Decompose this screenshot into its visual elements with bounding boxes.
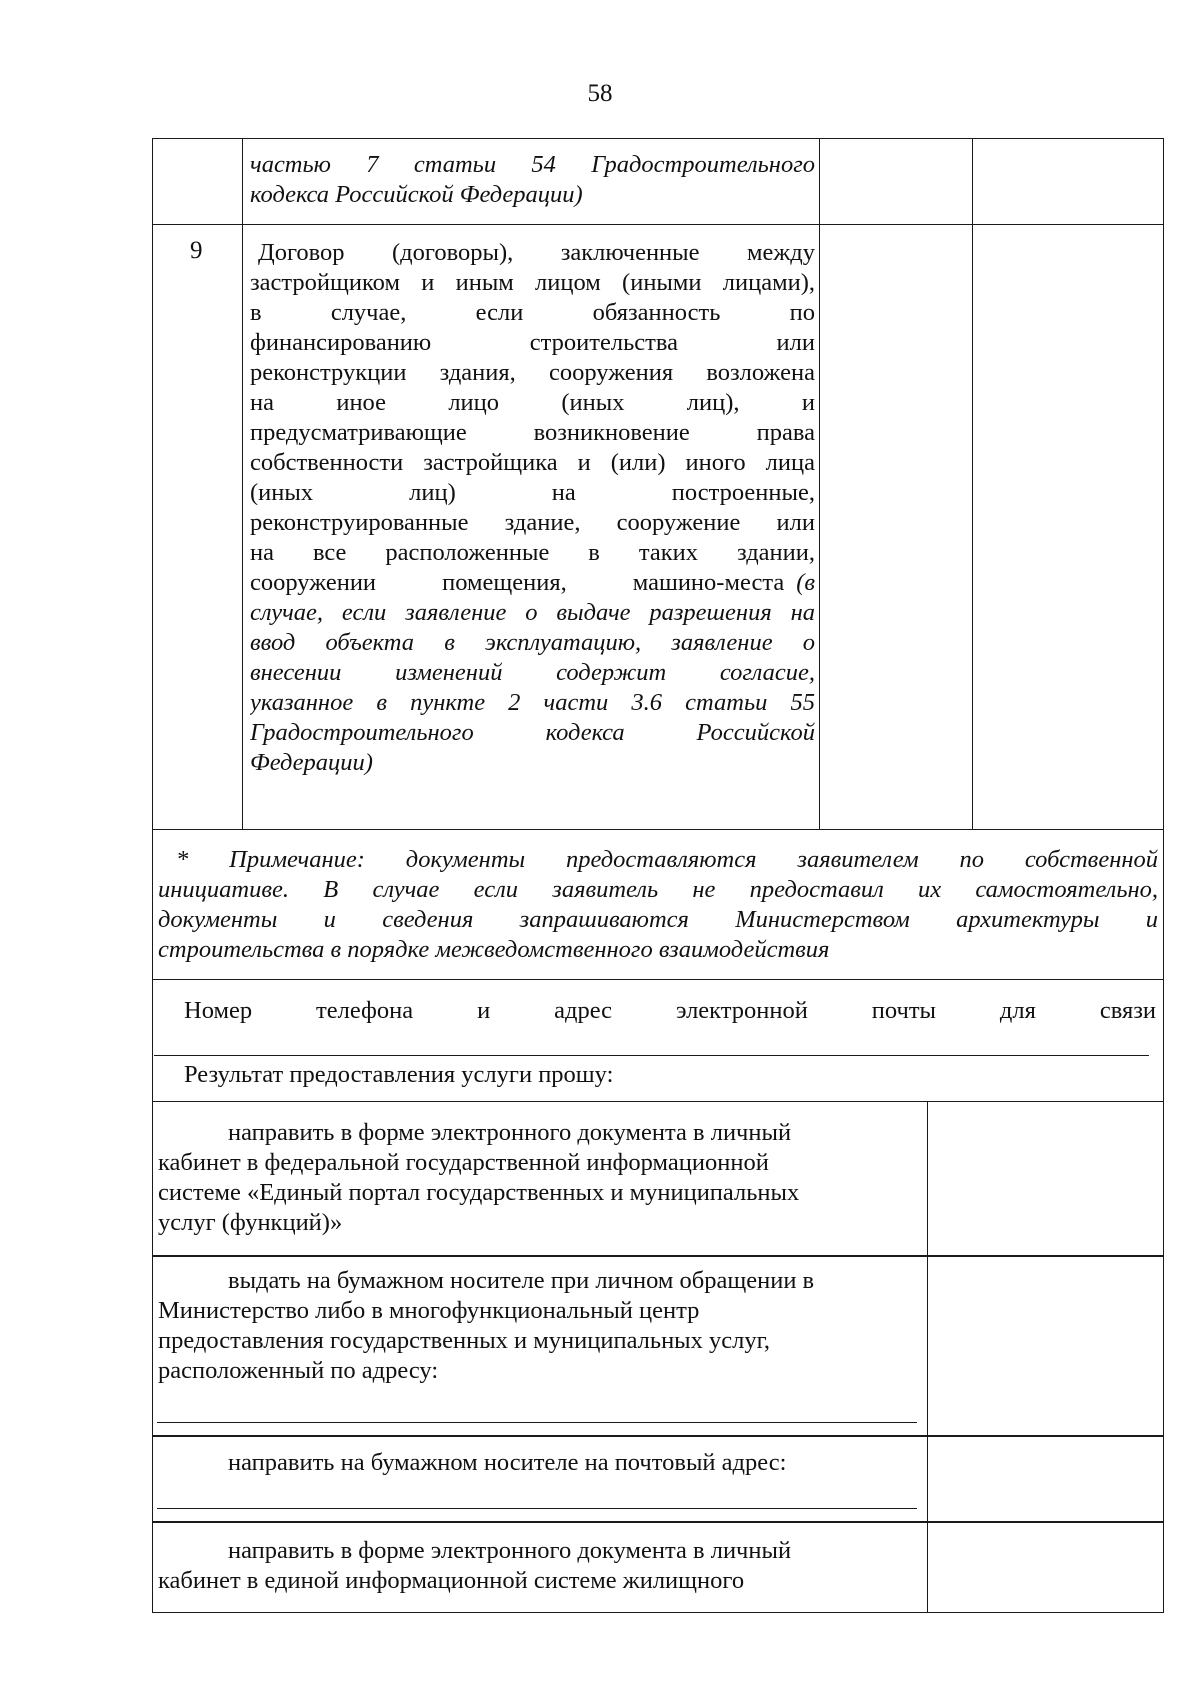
- text-line: финансированию строительства или: [250, 329, 815, 356]
- text-line: реконструированные здание, сооружение или: [250, 509, 815, 536]
- text-line: направить в форме электронного документа в личный: [228, 1119, 792, 1146]
- option-checkbox-paper-mfc[interactable]: [928, 1257, 1164, 1436]
- text-line: предусматривающие возникновение права: [250, 419, 815, 446]
- text-line: Министерство либо в многофункциональный центр: [158, 1297, 700, 1324]
- page-number: 58: [587, 80, 613, 107]
- text-line: (иных лиц) на построенные,: [250, 479, 815, 506]
- col-divider-1: [242, 138, 243, 830]
- text-line: в случае, если обязанность по: [250, 299, 815, 326]
- text-line: * Примечание: документы предоставляются заявителем по собственной: [176, 846, 1158, 873]
- note-text: [158, 845, 1158, 965]
- text-line: случае, если заявление о выдаче разрешения на: [250, 599, 815, 626]
- text-line: направить в форме электронного документа в личный: [228, 1537, 792, 1564]
- address-fill-line[interactable]: [157, 1422, 917, 1423]
- text-line: выдать на бумажном носителе при личном обращении в: [228, 1267, 815, 1294]
- option-text-paper-mfc: [158, 1266, 918, 1386]
- text-line: указанное в пункте 2 части 3.6 статьи 55: [250, 689, 815, 716]
- text-line: Федерации): [250, 749, 373, 776]
- option-checkbox-portal[interactable]: [928, 1102, 1164, 1256]
- text-line: документы и сведения запрашиваются Министерством архитектуры и: [158, 906, 1158, 933]
- text-line: Градостроительного кодекса Российской: [250, 719, 815, 746]
- text-line: расположенный по адресу:: [158, 1357, 439, 1384]
- text-line: на иное лицо (иных лиц), и: [250, 389, 815, 416]
- option-checkbox-paper-post[interactable]: [928, 1437, 1164, 1522]
- text-line: кабинет в единой информационной системе жилищного: [158, 1567, 745, 1594]
- postal-address-fill-line[interactable]: [157, 1508, 917, 1509]
- option-text-housing-system: [158, 1536, 918, 1596]
- text-line: частью 7 статьи 54 Градостроительного: [250, 151, 815, 178]
- col-divider-2: [819, 138, 820, 830]
- row-divider: [152, 224, 1164, 225]
- option-checkbox-housing-system[interactable]: [928, 1523, 1164, 1613]
- contact-label: Номер телефона и адрес электронной почты для связи: [184, 997, 1156, 1024]
- row-continuation-text: [250, 150, 815, 210]
- text-line: Договор (договоры), заключенные между: [258, 239, 815, 266]
- text-line: ввод объекта в эксплуатацию, заявление о: [250, 629, 815, 656]
- text-line: услуг (функций)»: [158, 1209, 343, 1236]
- text-line: предоставления государственных и муниципальных услуг,: [158, 1327, 771, 1354]
- text-line: кодекса Российской Федерации): [250, 181, 583, 208]
- text-line: инициативе. В случае если заявитель не предоставил их самостоятельно,: [158, 876, 1158, 903]
- row-9-text: [250, 238, 815, 778]
- col-divider-3: [972, 138, 973, 830]
- text-line: направить на бумажном носителе на почтовый адрес:: [228, 1449, 787, 1476]
- text-line: кабинет в федеральной государственной информационной: [158, 1149, 769, 1176]
- text-line: собственности застройщика и (или) иного лица: [250, 449, 815, 476]
- text-line: на все расположенные в таких здании,: [250, 539, 815, 566]
- text-line: реконструкции здания, сооружения возложена: [250, 359, 815, 386]
- text-line-mixed: [250, 568, 815, 598]
- row-number: 9: [190, 237, 203, 264]
- option-text-paper-post: [158, 1448, 918, 1478]
- result-label: Результат предоставления услуги прошу:: [184, 1061, 614, 1088]
- option-text-portal: [158, 1118, 918, 1238]
- text-line: застройщиком и иным лицом (иными лицами),: [250, 269, 815, 296]
- contact-fill-line[interactable]: [154, 1055, 1149, 1056]
- text-fragment: сооружении помещения, машино-места: [250, 569, 785, 596]
- text-line: строительства в порядке межведомственного взаимодействия: [158, 936, 830, 963]
- text-line: внесении изменений содержит согласие,: [250, 659, 815, 686]
- text-fragment: (в: [796, 569, 815, 596]
- text-line: системе «Единый портал государственных и муниципальных: [158, 1179, 800, 1206]
